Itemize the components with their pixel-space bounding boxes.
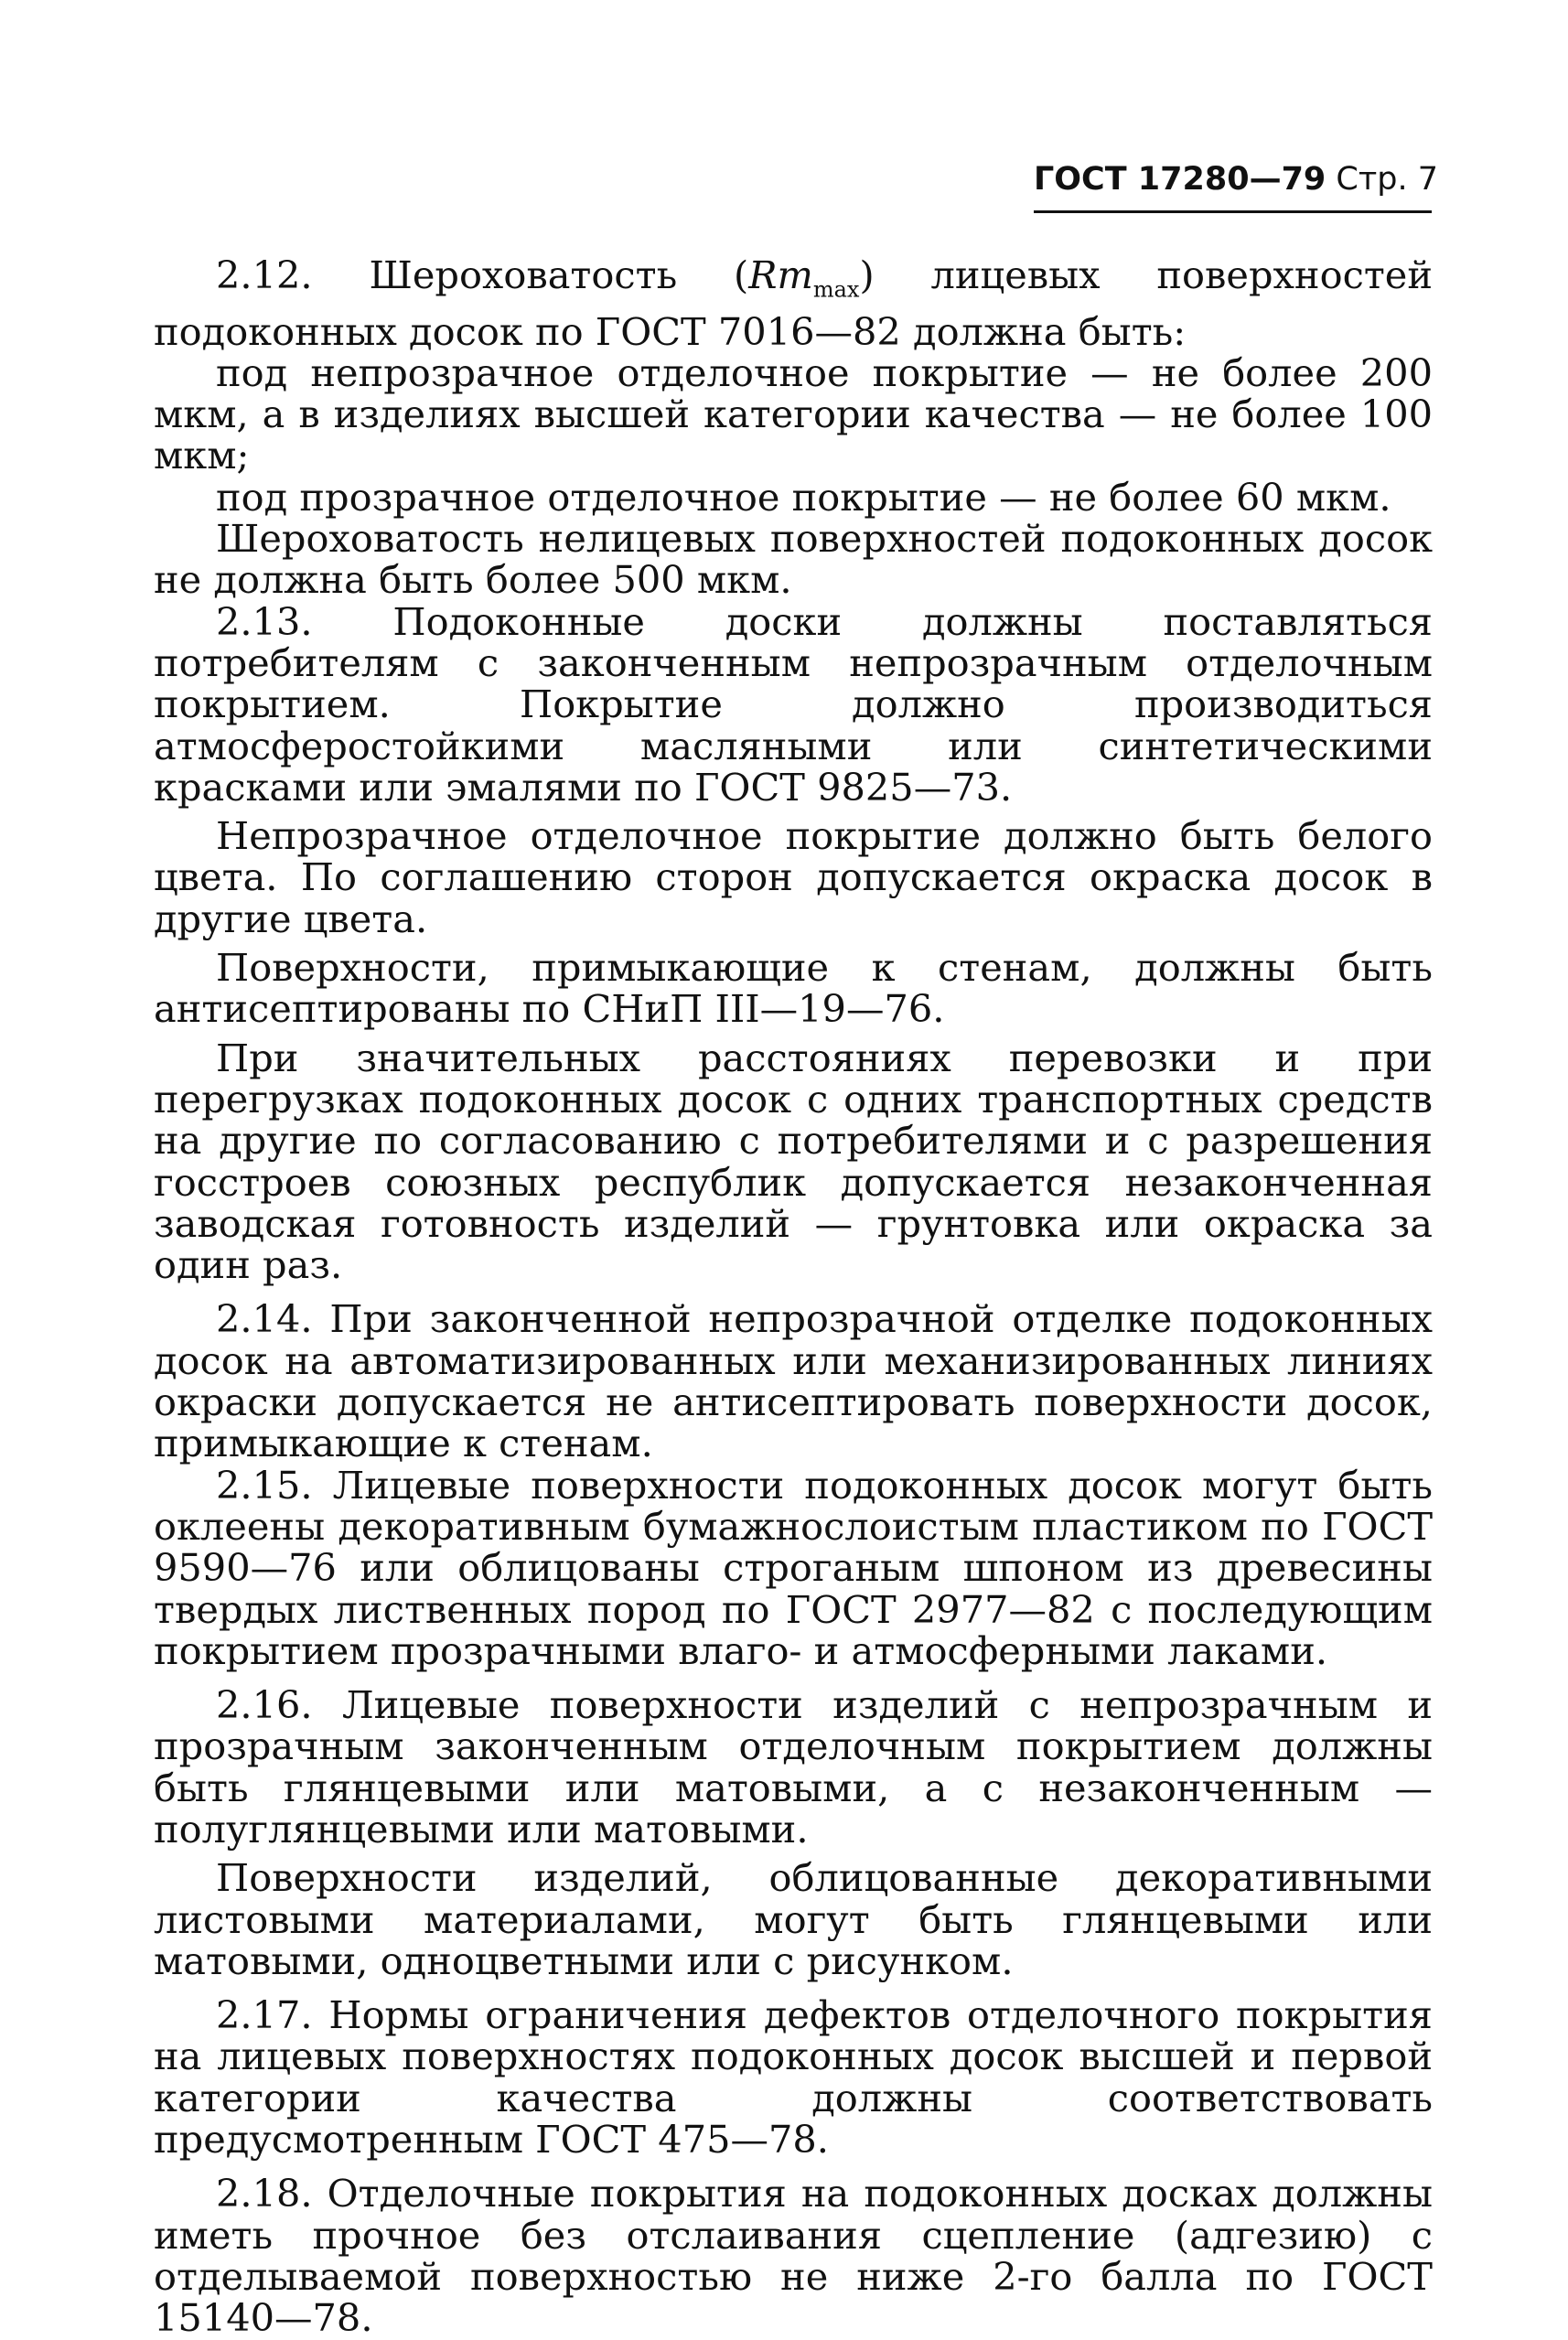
roughness-symbol [748, 252, 860, 303]
paragraph: под непрозрачное отделочное покрытие — не более 200 мкм, а в изделиях высшей категории качества — не более 100 мкм; [154, 349, 1433, 478]
page-header [1034, 159, 1438, 213]
body-text [154, 254, 1433, 2339]
section-2-13: 2.13. Подоконные доски должны поставляться потребителям с законченным непрозрачным отделочным покрытием. Покрытие должно производиться атмосферостойкими масляными или синтетическими красками или эмалями по ГОСТ 9825—73. [154, 598, 1433, 810]
page-number: Стр. 7 [1336, 161, 1438, 198]
section-2-18: 2.18. Отделочные покрытия на подоконных досках должны иметь прочное без отслаивания сцепление (адгезию) с отделываемой поверхностью не ниже 2-го балла по ГОСТ 15140—78. [154, 2171, 1433, 2340]
standard-number: ГОСТ 17280—79 [1034, 161, 1326, 198]
paragraph: Поверхности, примыкающие к стенам, должны быть антисептированы по СНиП III—19—76. [154, 945, 1433, 1032]
paragraph: Поверхности изделий, облицованные декоративными листовыми материалами, могут быть глянцевыми или матовыми, одноцветными или с рисунком. [154, 1855, 1433, 1983]
roughness-symbol-sub: max [812, 276, 860, 303]
section-2-14: 2.14. При законченной непрозрачной отделке подоконных досок на автоматизированных или механизированных линиях окраски допускается не антисептировать поверхности досок, примыкающие к стенам. [154, 1296, 1433, 1466]
paragraph: Шероховатость нелицевых поверхностей подоконных досок не должна быть более 500 мкм. [154, 516, 1433, 603]
section-text: лицевых поверхностей подоконных досок по ГОСТ 7016—82 должна быть: [154, 252, 1434, 354]
section-2-17: 2.17. Нормы ограничения дефектов отделочного покрытия на лицевых поверхностях подоконных досок высшей и первой категории качества должны соответствовать предусмотренным ГОСТ 475—78. [154, 1992, 1433, 2163]
paragraph: При значительных расстояниях перевозки и при перегрузках подоконных досок с одних транспортных средств на другие по согласованию с потребителями и с разрешения госстроев союзных республик допускается незаконченная заводская готовность изделий — грунтовка или окраска за один раз. [154, 1035, 1433, 1288]
section-2-15: 2.15. Лицевые поверхности подоконных досок могут быть оклеены декоративным бумажнослоистым пластиком по ГОСТ 9590—76 или облицованы строганым шпоном из древесины твердых лиственных пород по ГОСТ 2977—82 с последующим покрытием прозрачными влаго- и атмосферными лаками. [154, 1462, 1433, 1673]
section-number: 2.12. [216, 252, 313, 297]
paragraph: Непрозрачное отделочное покрытие должно быть белого цвета. По соглашению сторон допускается окраска досок в другие цвета. [154, 813, 1433, 941]
section-2-16: 2.16. Лицевые поверхности изделий с непрозрачным и прозрачным законченным отделочным покрытием должны быть глянцевыми или матовыми, а с незаконченным — полуглянцевыми или матовыми. [154, 1682, 1433, 1852]
paragraph: под прозрачное отделочное покрытие — не более 60 мкм. [216, 474, 1391, 520]
roughness-symbol-main: Rm [748, 252, 813, 297]
section-lead: Шероховатость [369, 252, 678, 297]
section-2-12: 2.12. Шероховатость $(Rm_{max})$ лицевых поверхностей подоконных досок по ГОСТ 7016—82 должна быть: [154, 252, 1434, 354]
